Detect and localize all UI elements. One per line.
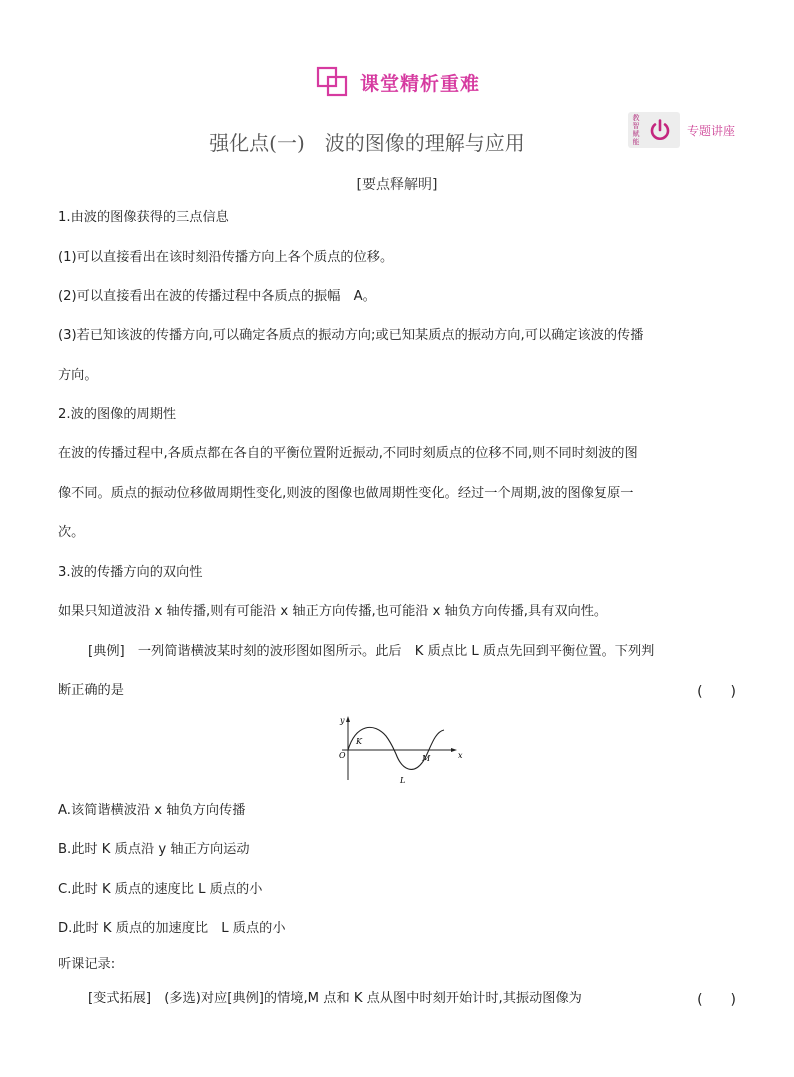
answer-blank: ( ): [697, 684, 736, 700]
subtitle: [0, 127, 794, 156]
notes-label: 听课记录:: [58, 957, 116, 972]
point1-item2: (2)可以直接看出在波的传播过程中各质点的振幅 A。: [58, 289, 376, 304]
point3-line1: 如果只知道波沿 x 轴传播,则有可能沿 x 轴正方向传播,也可能沿 x 轴负方向传播,具有双向性。: [58, 604, 608, 619]
variant-answer-blank: ( ): [697, 992, 736, 1008]
axis-x-label: x: [458, 751, 463, 760]
variant-line: [变式拓展] (多选)对应[典例]的情境,M 点和 K 点从图中时刻开始计时,其振动图像为: [88, 991, 582, 1006]
key-points-heading: [要点释解明]: [356, 177, 438, 193]
option-a: A.该简谐横波沿 x 轴负方向传播: [58, 803, 246, 818]
wave-figure: [336, 714, 466, 786]
option-c: C.此时 K 质点的速度比 L 质点的小: [58, 882, 263, 897]
point2-line1: 在波的传播过程中,各质点都在各自的平衡位置附近振动,不同时刻质点的位移不同,则不同时刻波的图: [58, 446, 638, 461]
section-title-text: 课堂精析重难: [360, 72, 481, 95]
subtitle-text: 强化点(一) 波的图像的理解与应用: [209, 131, 525, 155]
point2-line3: 次。: [58, 525, 85, 540]
y-axis-arrow: [346, 716, 350, 722]
point1-item3-line1: (3)若已知该波的传播方向,可以确定各质点的振动方向;或已知某质点的振动方向,可以确定该波的传播: [58, 328, 644, 343]
example-line1: [典例] 一列简谐横波某时刻的波形图如图所示。此后 K 质点比 L 质点先回到平衡位置。下列判: [88, 644, 655, 659]
section-title: [316, 66, 480, 98]
overlap-squares-icon: [316, 66, 350, 98]
badge-vertical-text: 教 智 赋 能: [632, 114, 640, 146]
point-l-label: L: [400, 776, 406, 785]
example-line2: 断正确的是: [58, 683, 124, 698]
axis-y-label: y: [340, 716, 345, 725]
point2-heading: 2.波的图像的周期性: [58, 407, 177, 422]
option-b: B.此时 K 质点沿 y 轴正方向运动: [58, 842, 250, 857]
point1-heading: 1.由波的图像获得的三点信息: [58, 210, 229, 225]
option-d: D.此时 K 质点的加速度比 L 质点的小: [58, 921, 286, 936]
origin-label: O: [339, 751, 346, 760]
point1-item3-line2: 方向。: [58, 368, 98, 383]
point-k-label: K: [356, 737, 362, 746]
point1-item1: (1)可以直接看出在该时刻沿传播方向上各个质点的位移。: [58, 250, 394, 265]
point3-heading: 3.波的传播方向的双向性: [58, 565, 203, 580]
x-axis-arrow: [451, 748, 457, 752]
point-m-label: M: [422, 754, 431, 763]
badge-label: 专题讲座: [687, 123, 736, 138]
wave-curve: [348, 727, 444, 769]
point2-line2: 像不同。质点的振动位移做周期性变化,则波的图像也做周期性变化。经过一个周期,波的图像复原一: [58, 486, 634, 501]
